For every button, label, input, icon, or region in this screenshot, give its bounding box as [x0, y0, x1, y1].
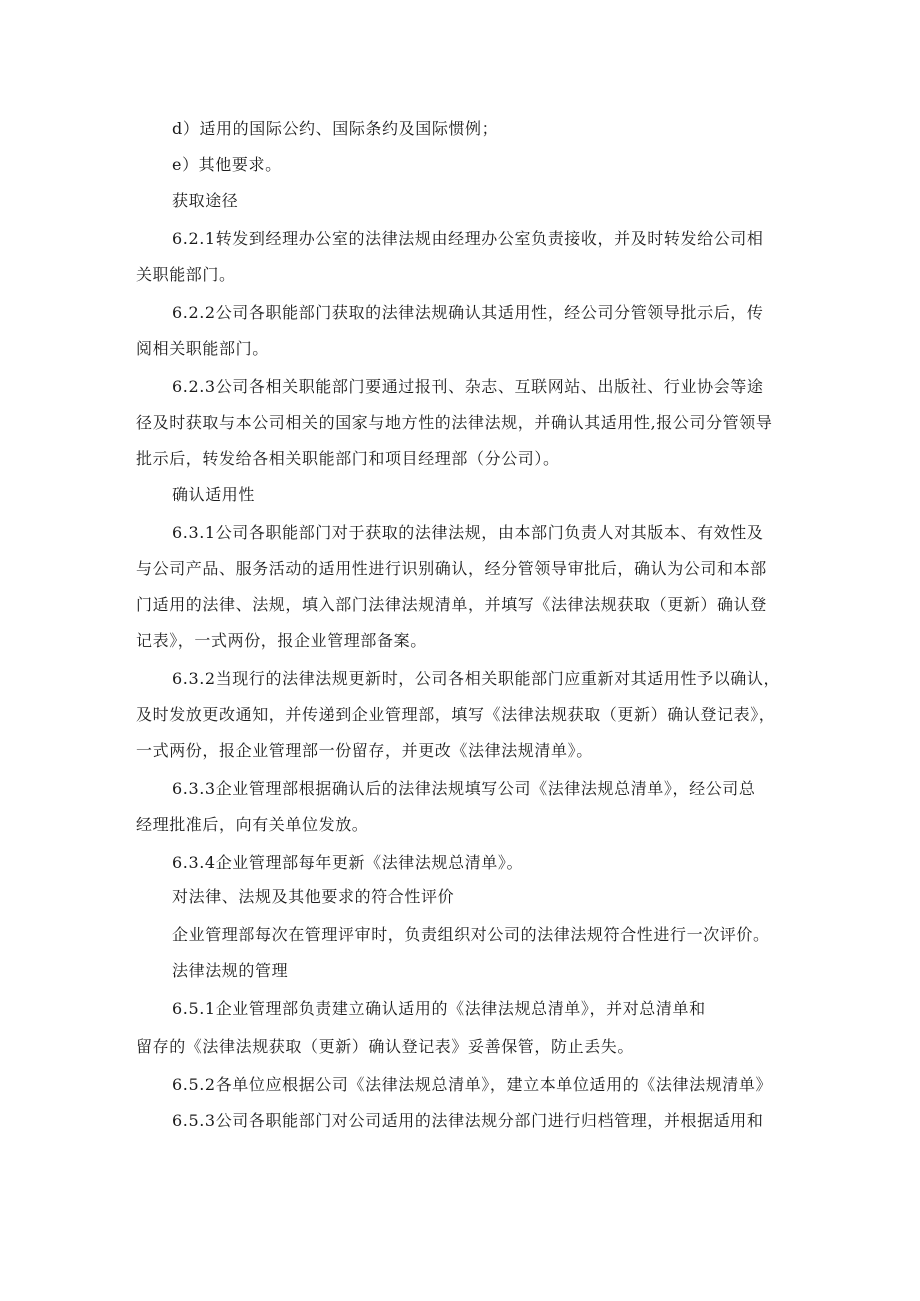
clause-6-2-3-line-2: 径及时获取与本公司相关的国家与地方性的法律法规，并确认其适用性,报公司分管领导 — [136, 413, 773, 432]
clause-6-2-2-line-1: 6.2.2公司各职能部门获取的法律法规确认其适用性，经公司分管领导批示后，传 — [172, 303, 764, 322]
compliance-paragraph: 企业管理部每次在管理评审时，负责组织对公司的法律法规符合性进行一次评价。 — [172, 925, 770, 944]
list-item-d: d）适用的国际公约、国际条约及国际惯例； — [172, 119, 499, 138]
clause-6-5-3-line-1: 6.5.3公司各职能部门对公司适用的法律法规分部门进行归档管理，并根据适用和 — [172, 1111, 764, 1130]
section-heading-applicability: 确认适用性 — [172, 485, 256, 504]
clause-6-3-1-line-1: 6.3.1公司各职能部门对于获取的法律法规，由本部门负责人对其版本、有效性及 — [172, 523, 764, 542]
clause-6-5-1-line-1: 6.5.1企业管理部负责建立确认适用的《法律法规总清单》，并对总清单和 — [172, 999, 706, 1018]
clause-6-3-2-line-1: 6.3.2当现行的法律法规更新时，公司各相关职能部门应重新对其适用性予以确认， — [172, 669, 781, 688]
clause-6-2-1-line-1: 6.2.1转发到经理办公室的法律法规由经理办公室负责接收，并及时转发给公司相 — [172, 229, 764, 248]
clause-6-5-2: 6.5.2各单位应根据公司《法律法规总清单》，建立本单位适用的《法律法规清单》 — [172, 1075, 773, 1094]
clause-6-3-1-line-4: 记表》，一式两份，报企业管理部备案。 — [136, 631, 427, 650]
section-heading-acquisition: 获取途径 — [172, 191, 239, 210]
section-heading-compliance: 对法律、法规及其他要求的符合性评价 — [172, 887, 455, 906]
clause-6-3-3-line-1: 6.3.3企业管理部根据确认后的法律法规填写公司《法律法规总清单》，经公司总 — [172, 779, 756, 798]
clause-6-2-3-line-3: 批示后，转发给各相关职能部门和项目经理部（分公司）。 — [136, 449, 560, 468]
clause-6-5-1-line-2: 留存的《法律法规获取（更新）确认登记表》妥善保管，防止丢失。 — [136, 1037, 635, 1056]
clause-6-3-1-line-3: 门适用的法律、法规，填入部门法律法规清单，并填写《法律法规获取（更新）确认登 — [136, 595, 767, 614]
section-heading-management: 法律法规的管理 — [172, 961, 289, 980]
clause-6-3-2-line-3: 一式两份，报企业管理部一份留存，并更改《法律法规清单》。 — [136, 741, 593, 760]
clause-6-2-1-line-2: 关职能部门。 — [136, 265, 236, 284]
clause-6-3-1-line-2: 与公司产品、服务活动的适用性进行识别确认，经分管领导审批后，确认为公司和本部 — [136, 559, 767, 578]
list-item-e: e）其他要求。 — [172, 155, 282, 174]
clause-6-3-2-line-2: 及时发放更改通知，并传递到企业管理部，填写《法律法规获取（更新）确认登记表》， — [136, 705, 776, 724]
clause-6-2-3-line-1: 6.2.3公司各相关职能部门要通过报刊、杂志、互联网站、出版社、行业协会等途 — [172, 377, 764, 396]
clause-6-3-4: 6.3.4企业管理部每年更新《法律法规总清单》。 — [172, 853, 524, 872]
clause-6-2-2-line-2: 阅相关职能部门。 — [136, 339, 269, 358]
clause-6-3-3-line-2: 经理批准后，向有关单位发放。 — [136, 815, 369, 834]
